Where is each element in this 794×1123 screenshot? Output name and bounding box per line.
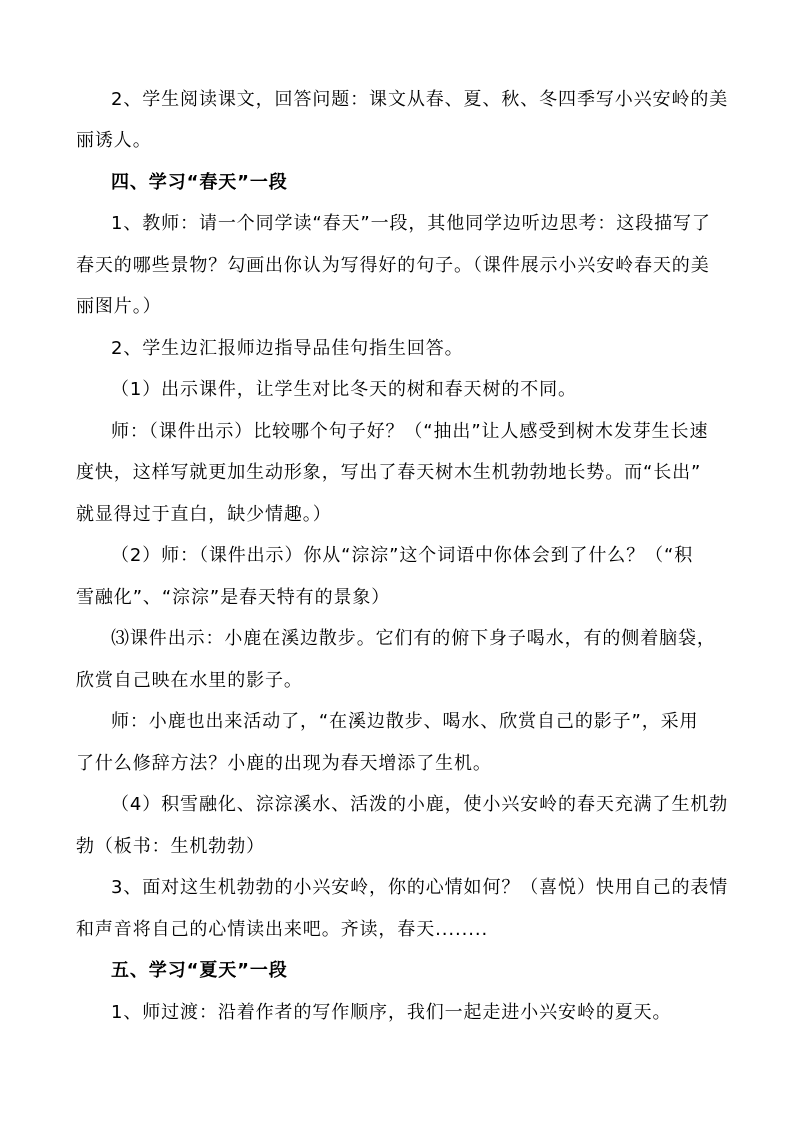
paragraph-line: 3、面对这生机勃勃的小兴安岭，你的心情如何？（喜悦）快用自己的表情 [111, 877, 729, 898]
paragraph-line: 度快，这样写就更加生动形象，写出了春天树木生机勃勃地长势。而“长出” [76, 462, 702, 483]
paragraph-line: 了什么修辞方法？小鹿的出现为春天增添了生机。 [76, 753, 492, 774]
paragraph-line: （4）积雪融化、淙淙溪水、活泼的小鹿，使小兴安岭的春天充满了生机勃 [111, 794, 729, 815]
paragraph-line: 欣赏自己映在水里的影子。 [76, 670, 303, 691]
paragraph-line: （1）出示课件，让学生对比冬天的树和春天树的不同。 [111, 379, 577, 400]
paragraph-line: 师：（课件出示）比较哪个句子好？（“抽出”让人感受到树木发芽生长速 [111, 421, 709, 442]
paragraph-line: 春天的哪些景物？勾画出你认为写得好的句子。（课件展示小兴安岭春天的美 [76, 255, 710, 276]
paragraph-line: 师：小鹿也出来活动了，“在溪边散步、喝水、欣赏自己的影子”，采用 [111, 711, 699, 732]
section-heading-spring: 四、学习“春天”一段 [111, 172, 288, 193]
paragraph-line: ⑶课件出示：小鹿在溪边散步。它们有的俯下身子喝水，有的侧着脑袋， [111, 628, 716, 649]
paragraph-line: 勃（板书：生机勃勃） [76, 836, 265, 857]
section-heading-summer: 五、学习“夏天”一段 [111, 960, 288, 981]
paragraph-line: 雪融化”、“淙淙”是春天特有的景象） [76, 587, 391, 608]
paragraph-line: 丽诱人。 [76, 130, 152, 151]
paragraph-line: 和声音将自己的心情读出来吧。齐读，春天........ [76, 919, 489, 940]
paragraph-line: 丽图片。） [76, 296, 162, 317]
paragraph-line: （2）师：（课件出示）你从“淙淙”这个词语中你体会到了什么？（“积 [111, 545, 694, 566]
paragraph-line: 2、学生阅读课文，回答问题：课文从春、夏、秋、冬四季写小兴安岭的美 [111, 89, 729, 110]
paragraph-line: 2、学生边汇报师边指导品佳句指生回答。 [111, 338, 464, 359]
paragraph-line: 1、教师：请一个同学读“春天”一段，其他同学边听边思考：这段描写了 [111, 213, 711, 234]
paragraph-line: 1、师过渡：沿着作者的写作顺序，我们一起走进小兴安岭的夏天。 [111, 1002, 672, 1023]
paragraph-line: 就显得过于直白，缺少情趣。） [76, 504, 332, 525]
